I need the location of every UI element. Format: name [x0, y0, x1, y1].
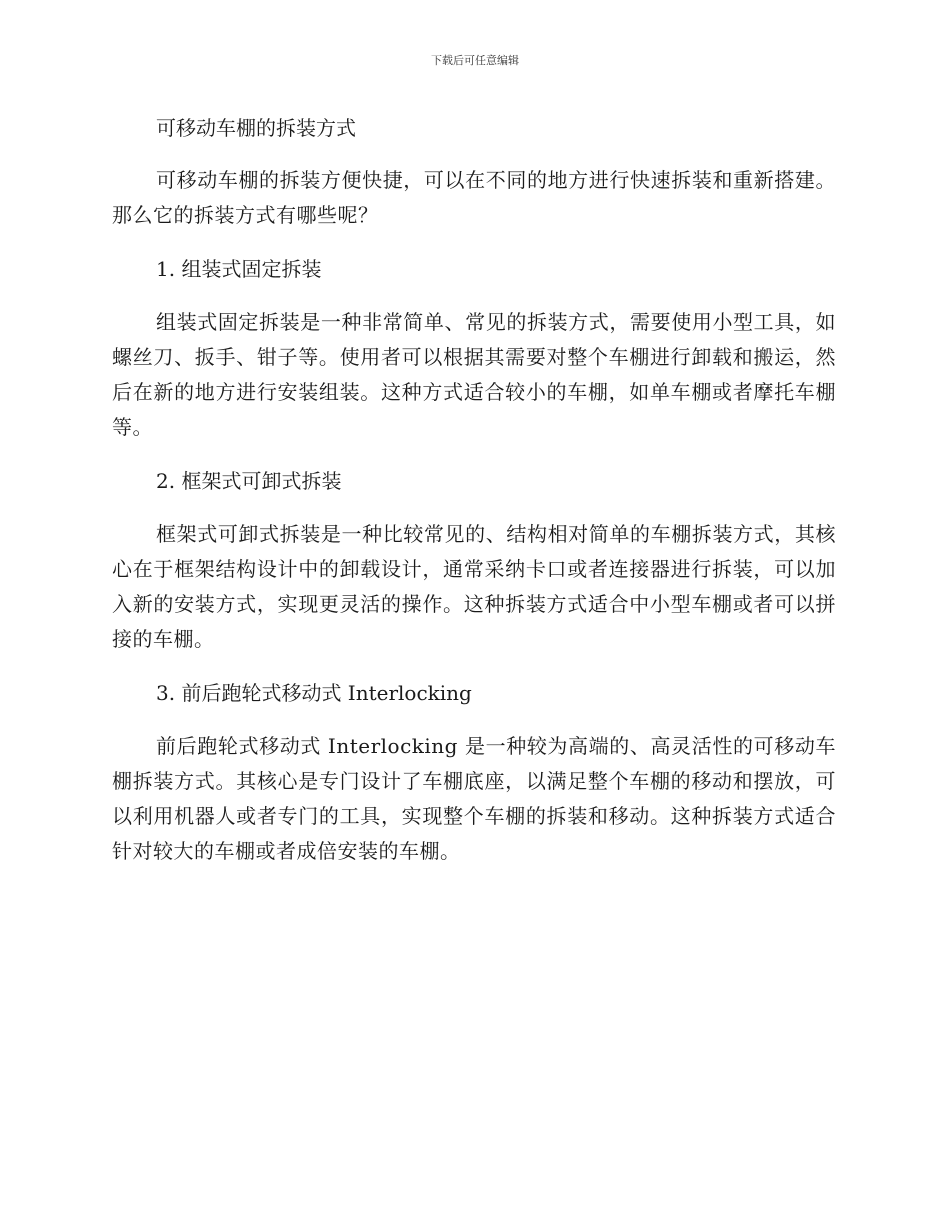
intro-paragraph: 可移动车棚的拆装方便快捷，可以在不同的地方进行快速拆装和重新搭建。那么它的拆装方式有哪些呢？: [112, 168, 836, 227]
section-heading-2: 2. 框架式可卸式拆装: [156, 469, 342, 493]
section-body-2: 框架式可卸式拆装是一种比较常见的、结构相对简单的车棚拆装方式，其核心在于框架结构设计中的卸载设计，通常采纳卡口或者连接器进行拆装，可以加入新的安装方式，实现更灵活的操作。这种拆装方式适合中小型车棚或者可以拼接的车棚。: [112, 522, 836, 651]
section-heading-1: 1. 组装式固定拆装: [156, 257, 322, 281]
section-body-1: 组装式固定拆装是一种非常简单、常见的拆装方式，需要使用小型工具，如螺丝刀、扳手、钳子等。使用者可以根据其需要对整个车棚进行卸载和搬运，然后在新的地方进行安装组装。这种方式适合较小的车棚，如单车棚或者摩托车棚等。: [112, 310, 836, 439]
page-header-note: 下载后可任意编辑: [431, 54, 519, 67]
section-body-3: 前后跑轮式移动式 Interlocking 是一种较为高端的、高灵活性的可移动车棚拆装方式。其核心是专门设计了车棚底座，以满足整个车棚的移动和摆放，可以利用机器人或者专门的工具，实现整个车棚的拆装和移动。这种拆装方式适合针对较大的车棚或者成倍安装的车棚。: [112, 734, 836, 863]
document-title: 可移动车棚的拆装方式: [156, 116, 356, 140]
document-body: [112, 108, 836, 869]
section-heading-3: 3. 前后跑轮式移动式 Interlocking: [156, 681, 472, 705]
